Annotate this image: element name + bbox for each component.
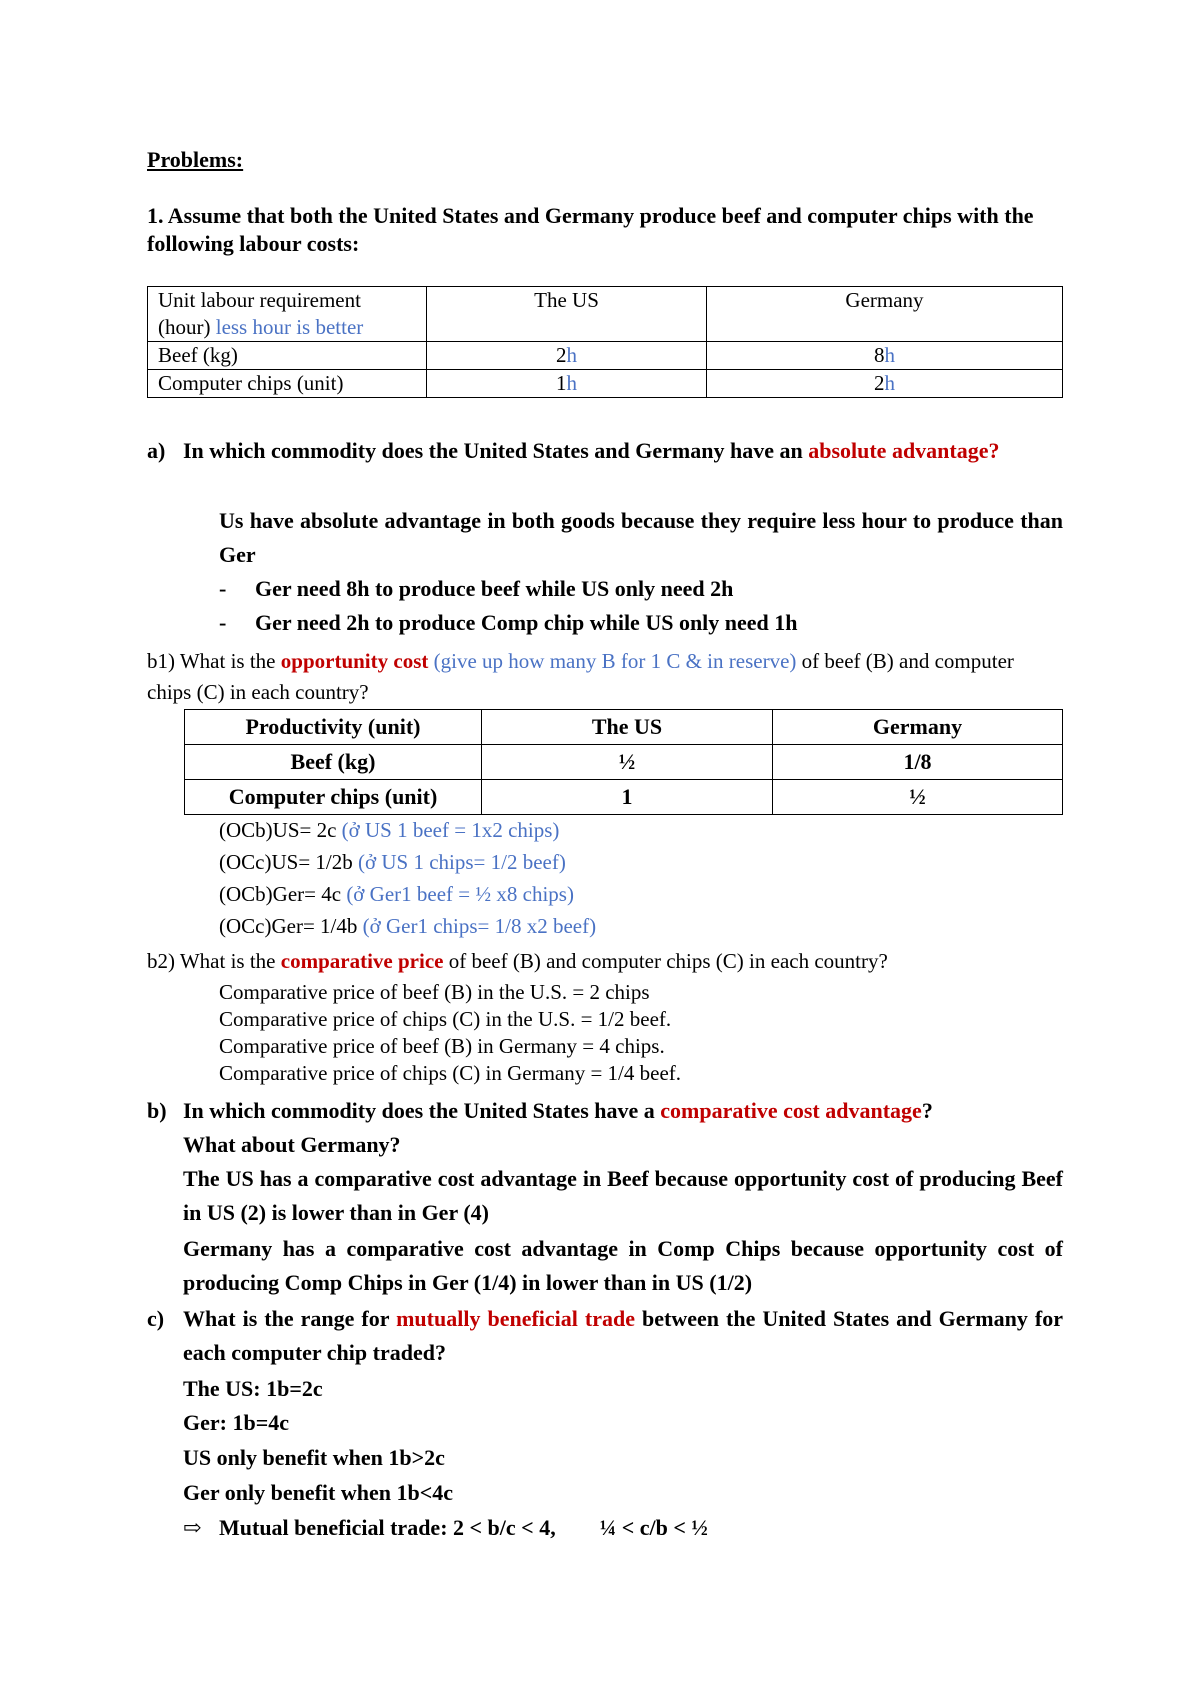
answer-line: The US: 1b=2c bbox=[183, 1376, 323, 1401]
oc-line: (OCb)US= 2c (ở US 1 beef = 1x2 chips) bbox=[219, 818, 560, 842]
list-item: - Ger need 2h to produce Comp chip while US only need 1h bbox=[219, 610, 798, 635]
table-cell: 1/8 bbox=[773, 745, 1063, 780]
table-row bbox=[185, 780, 1063, 815]
table-cell: 8h bbox=[707, 342, 1063, 370]
comparative-price-line: Comparative price of chips (C) in the U.S. = 1/2 beef. bbox=[219, 1007, 672, 1031]
arrow-icon: ⇨ bbox=[183, 1515, 202, 1540]
answer-b-germany: Germany has a comparative cost advantage in Comp Chips because opportunity cost of producing Comp Chips in Ger (1/4) in lower than in US (1/2) bbox=[183, 1236, 1063, 1295]
table-header-cell: Germany bbox=[773, 710, 1063, 745]
question-b: b) In which commodity does the United States have a comparative cost advantage? What about Germany? bbox=[147, 1098, 933, 1157]
table-header-cell: The US bbox=[482, 710, 773, 745]
question-c: c) What is the range for mutually beneficial trade between the United States and Germany for each computer chip traded? bbox=[147, 1306, 1063, 1365]
table-header-cell: Unit labour requirement (hour) less hour is better bbox=[148, 287, 427, 342]
table-cell: Beef (kg) bbox=[148, 342, 427, 370]
table-header-cell: Germany bbox=[707, 287, 1063, 342]
answer-line: Ger: 1b=4c bbox=[183, 1410, 290, 1435]
answer-a: Us have absolute advantage in both goods because they require less hour to produce than Ger bbox=[219, 508, 1063, 567]
table-row bbox=[148, 370, 1063, 398]
table-row bbox=[148, 342, 1063, 370]
red-highlight: absolute advantage? bbox=[808, 438, 1000, 463]
table-row bbox=[185, 710, 1063, 745]
table-cell: Computer chips (unit) bbox=[148, 370, 427, 398]
answer-b-us: The US has a comparative cost advantage in Beef because opportunity cost of producing Beef in US (2) is lower than in Ger (4) bbox=[183, 1166, 1063, 1225]
comparative-price-line: Comparative price of beef (B) in the U.S. = 2 chips bbox=[219, 980, 650, 1004]
oc-line: (OCc)US= 1/2b (ở US 1 chips= 1/2 beef) bbox=[219, 850, 566, 874]
table-cell: 1h bbox=[427, 370, 707, 398]
table-header-cell: Productivity (unit) bbox=[185, 710, 482, 745]
list-item: - Ger need 8h to produce beef while US only need 2h bbox=[219, 576, 734, 601]
table-row bbox=[185, 745, 1063, 780]
table-header-cell: The US bbox=[427, 287, 707, 342]
question-b1: b1) What is the opportunity cost (give up how many B for 1 C & in reserve) of beef (B) and computer chips (C) in each country? bbox=[147, 649, 1014, 704]
table-cell: ½ bbox=[482, 745, 773, 780]
answer-line: Ger only benefit when 1b<4c bbox=[183, 1480, 454, 1505]
table-cell: Computer chips (unit) bbox=[185, 780, 482, 815]
labour-cost-table bbox=[147, 286, 1063, 398]
table-cell: ½ bbox=[773, 780, 1063, 815]
question-a: a) In which commodity does the United States and Germany have an absolute advantage? bbox=[147, 438, 1000, 463]
blue-note: less hour is better bbox=[215, 315, 364, 339]
comparative-price-line: Comparative price of beef (B) in Germany = 4 chips. bbox=[219, 1034, 665, 1058]
table-cell: 2h bbox=[427, 342, 707, 370]
question-1: 1. Assume that both the United States and Germany produce beef and computer chips with the following labour costs: bbox=[147, 203, 1034, 256]
table-row bbox=[148, 287, 1063, 342]
comparative-price-line: Comparative price of chips (C) in Germany = 1/4 beef. bbox=[219, 1061, 682, 1085]
question-b2: b2) What is the comparative price of beef (B) and computer chips (C) in each country? bbox=[147, 949, 888, 973]
table-cell: 2h bbox=[707, 370, 1063, 398]
oc-line: (OCb)Ger= 4c (ở Ger1 beef = ½ x8 chips) bbox=[219, 882, 574, 906]
productivity-table bbox=[184, 709, 1063, 815]
oc-line: (OCc)Ger= 1/4b (ở Ger1 chips= 1/8 x2 beef) bbox=[219, 914, 597, 938]
table-cell: Beef (kg) bbox=[185, 745, 482, 780]
answer-line: US only benefit when 1b>2c bbox=[183, 1445, 445, 1470]
problems-heading: Problems: bbox=[147, 147, 244, 172]
conclusion-line: ⇨ Mutual beneficial trade: 2 < b/c < 4, ¼ < c/b < ½ bbox=[183, 1511, 1063, 1545]
table-cell: 1 bbox=[482, 780, 773, 815]
